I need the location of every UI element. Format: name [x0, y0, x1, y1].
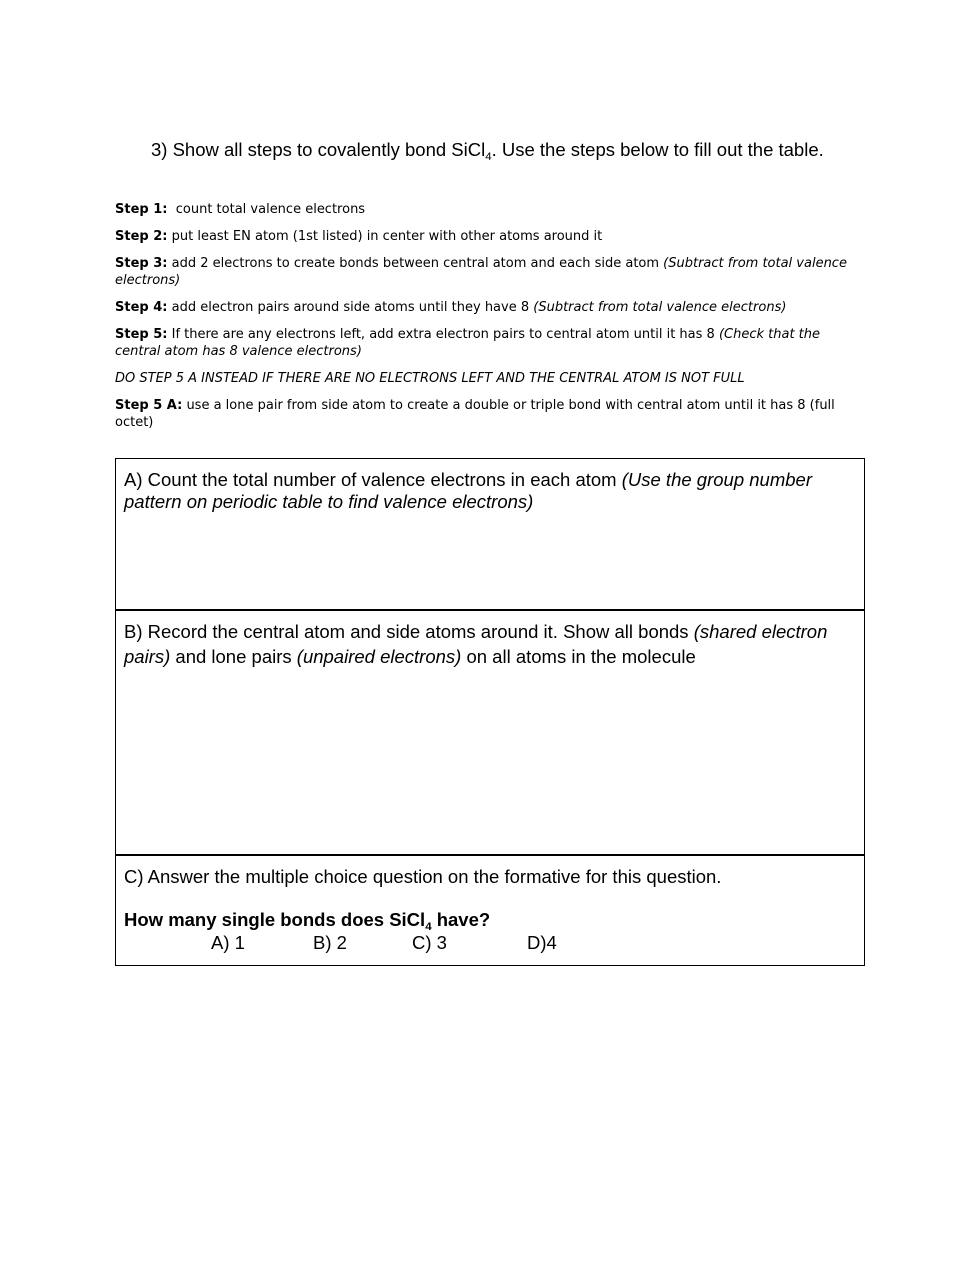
section-b-prompt	[124, 619, 858, 669]
section-a-prompt	[124, 469, 850, 513]
step-5	[115, 326, 865, 360]
step-3-note: (Subtract from total valence electrons)	[115, 256, 847, 288]
question-text-end: have?	[431, 909, 491, 930]
choice-a[interactable]: A) 1	[211, 932, 245, 953]
multiple-choice-question	[124, 909, 490, 931]
step-2	[115, 228, 865, 245]
step-1-text: count total valence electrons	[167, 202, 366, 217]
section-a-box[interactable]	[115, 458, 865, 611]
section-c-prompt: C) Answer the multiple choice question on the formative for this question.	[124, 866, 722, 887]
section-b-text-2: and lone pairs	[170, 646, 297, 667]
section-b-box[interactable]	[115, 609, 865, 856]
step-1	[115, 201, 865, 218]
step-4-label: Step 4:	[115, 300, 168, 315]
section-b-text-3: on all atoms in the molecule	[461, 646, 696, 667]
choice-b[interactable]: B) 2	[313, 932, 347, 953]
step-4-text: add electron pairs around side atoms until they have 8	[167, 300, 534, 315]
step-5-note: (Check that the central atom has 8 valence electrons)	[115, 327, 821, 359]
step-5-label: Step 5:	[115, 327, 168, 342]
title-subscript: 4	[485, 151, 492, 163]
question-subscript: 4	[425, 921, 432, 933]
section-b-hint-lone-pairs: (unpaired electrons)	[296, 646, 462, 667]
step-5a-label: Step 5 A:	[115, 398, 183, 413]
question-text: How many single bonds does SiCl	[124, 909, 426, 930]
step-5a	[115, 397, 865, 431]
section-a-hint: (Use the group number pattern on periodic table to find valence electrons)	[124, 469, 812, 512]
choice-c[interactable]: C) 3	[412, 932, 447, 953]
choice-d[interactable]: D)4	[527, 932, 557, 953]
step-5-text: If there are any electrons left, add extra electron pairs to central atom until it has 8	[167, 327, 719, 342]
step-4-note: (Subtract from total valence electrons)	[533, 300, 787, 315]
step-4	[115, 299, 865, 316]
section-b-text: B) Record the central atom and side atoms around it. Show all bonds	[124, 621, 694, 642]
step-2-text: put least EN atom (1st listed) in center with other atoms around it	[167, 229, 603, 244]
question-title	[151, 139, 824, 161]
step-3-label: Step 3:	[115, 256, 168, 271]
step-3	[115, 255, 865, 289]
steps-list	[115, 201, 865, 441]
step-5a-text: use a lone pair from side atom to create a double or triple bond with central atom until it has 8 (full octet)	[115, 398, 835, 430]
step-5a-instruction: DO STEP 5 A INSTEAD IF THERE ARE NO ELECTRONS LEFT AND THE CENTRAL ATOM IS NOT FULL	[115, 371, 745, 386]
step-3-text: add 2 electrons to create bonds between central atom and each side atom	[167, 256, 664, 271]
section-a-text: A) Count the total number of valence electrons in each atom	[124, 469, 622, 490]
section-c-box	[115, 854, 865, 966]
step-2-label: Step 2:	[115, 229, 168, 244]
step-1-label: Step 1:	[115, 202, 168, 217]
title-text: 3) Show all steps to covalently bond SiCl	[151, 139, 486, 160]
section-b-hint-bonds: (shared electron pairs)	[124, 621, 828, 667]
title-text-end: . Use the steps below to fill out the table.	[491, 139, 824, 160]
